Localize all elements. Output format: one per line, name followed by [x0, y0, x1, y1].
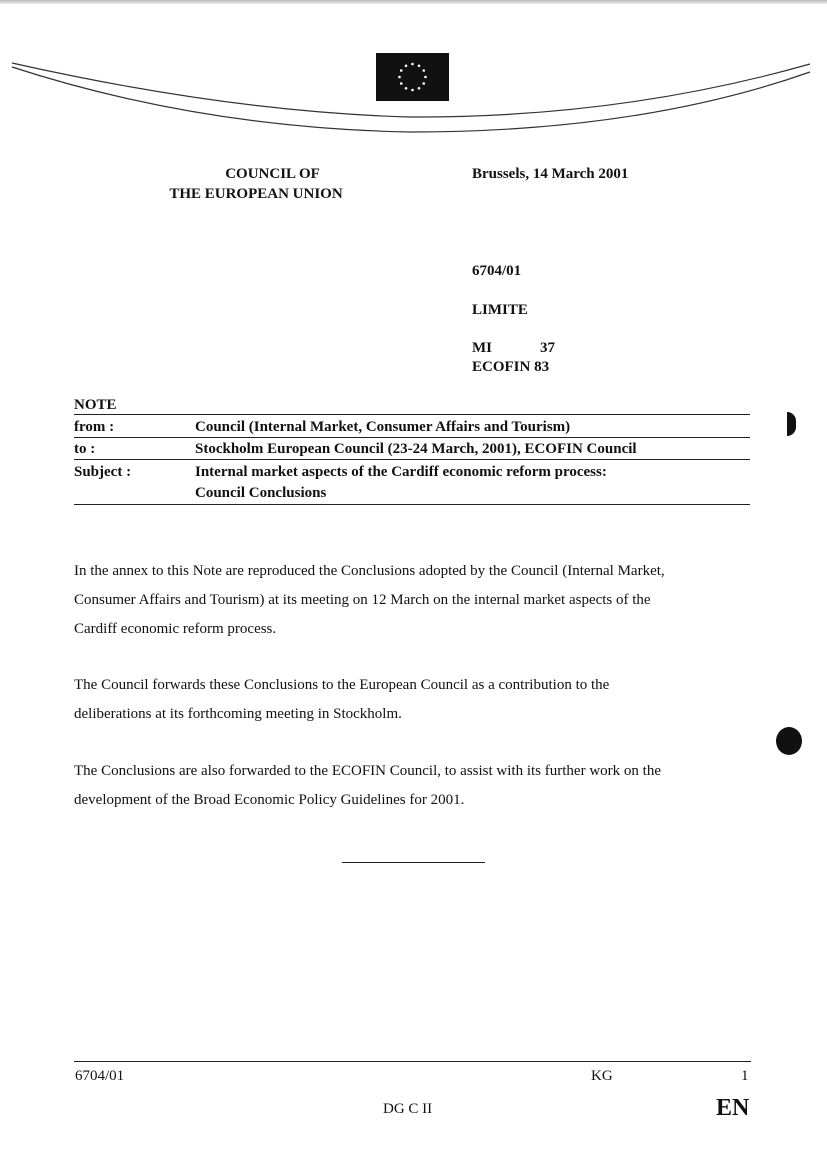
flag-star — [411, 89, 414, 92]
code-row-ecofin — [472, 357, 549, 377]
note-rule-3 — [74, 459, 750, 460]
footer-initials: KG — [591, 1068, 613, 1084]
code-label: MI — [472, 340, 492, 356]
flag-field — [376, 53, 449, 101]
paragraph-line: In the annex to this Note are reproduced the Conclusions adopted by the Council (Internal Market, — [74, 563, 665, 579]
flag-star — [418, 64, 421, 67]
from-label: from : — [74, 419, 115, 435]
flag-star — [424, 76, 427, 79]
flag-star — [418, 87, 421, 90]
flag-star — [398, 76, 401, 79]
footer-doc-number: 6704/01 — [75, 1068, 125, 1084]
paragraph-3 — [74, 757, 764, 815]
subject-line1: Internal market aspects of the Cardiff economic reform process: — [195, 464, 607, 480]
code-label: ECOFIN — [472, 359, 531, 375]
footer-page-number: 1 — [741, 1068, 749, 1084]
org-name — [150, 164, 362, 204]
flag-star — [400, 82, 403, 85]
subject-label: Subject : — [74, 464, 132, 480]
classification: LIMITE — [472, 302, 528, 318]
place-date: Brussels, 14 March 2001 — [472, 166, 629, 182]
paragraph-line: deliberations at its forthcoming meeting in Stockholm. — [74, 706, 402, 722]
doc-number: 6704/01 — [472, 263, 522, 279]
from-value: Council (Internal Market, Consumer Affairs and Tourism) — [195, 419, 571, 435]
punch-hole-mark — [776, 727, 802, 755]
paragraph-line: Cardiff economic reform process. — [74, 621, 277, 637]
subject-line2: Council Conclusions — [195, 485, 327, 501]
paragraph-line: The Council forwards these Conclusions to the European Council as a contribution to the — [74, 677, 610, 693]
footer-directorate: DG C II — [383, 1101, 433, 1117]
footer-rule — [74, 1061, 751, 1062]
to-label: to : — [74, 441, 96, 457]
footer-language: EN — [716, 1095, 750, 1121]
flag-star — [422, 82, 425, 85]
eu-flag-icon — [376, 53, 449, 101]
code-number: 83 — [534, 359, 550, 375]
paragraph-line: The Conclusions are also forwarded to the ECOFIN Council, to assist with its further work on the — [74, 763, 661, 779]
flag-star — [411, 63, 414, 66]
note-rule-4 — [74, 504, 750, 505]
org-name-line2: THE EUROPEAN UNION — [169, 186, 343, 202]
end-separator — [342, 862, 485, 863]
note-heading: NOTE — [74, 397, 117, 413]
flag-star — [400, 69, 403, 72]
note-rule-1 — [74, 414, 750, 415]
code-number: 37 — [540, 340, 555, 356]
org-name-line1: COUNCIL OF — [225, 166, 320, 182]
code-row-mi — [472, 338, 555, 358]
note-rule-2 — [74, 437, 750, 438]
paragraph-2 — [74, 671, 764, 729]
flag-star — [422, 69, 425, 72]
paragraph-line: Consumer Affairs and Tourism) at its meeting on 12 March on the internal market aspects of the — [74, 592, 651, 608]
paragraph-line: development of the Broad Economic Policy Guidelines for 2001. — [74, 792, 465, 808]
flag-star — [405, 64, 408, 67]
punch-hole-edge — [787, 412, 796, 436]
to-value: Stockholm European Council (23-24 March, 2001), ECOFIN Council — [195, 441, 637, 457]
flag-star — [405, 87, 408, 90]
paragraph-1 — [74, 557, 764, 644]
